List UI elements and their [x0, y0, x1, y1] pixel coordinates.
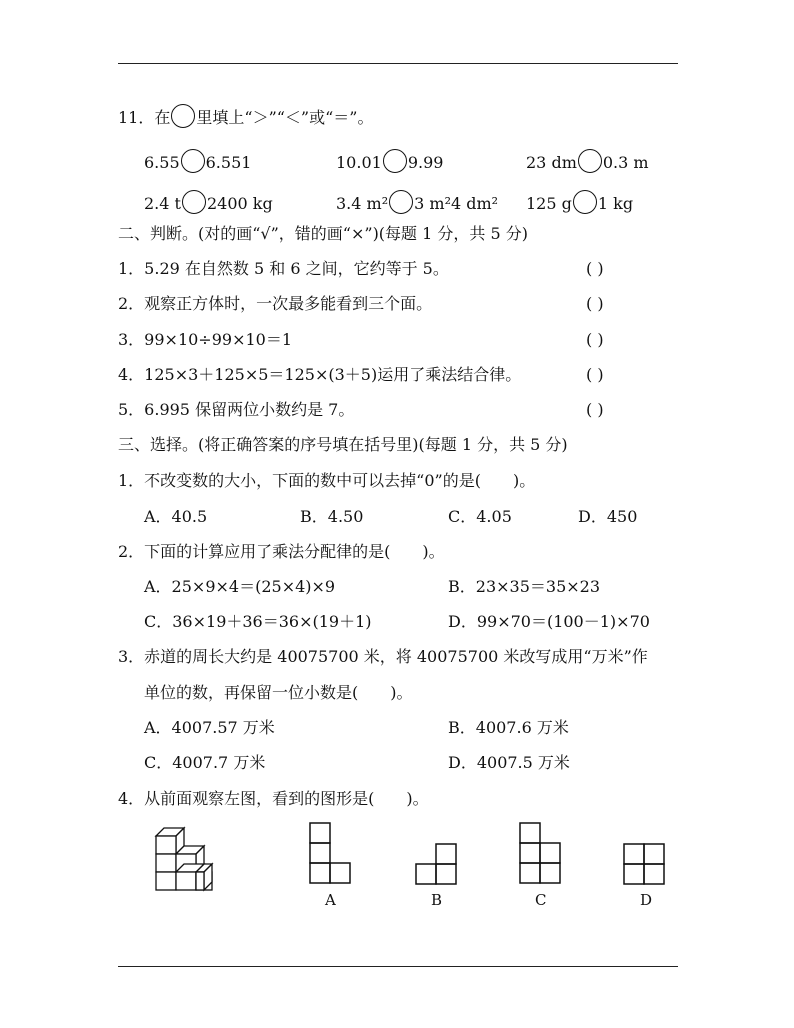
shape-label-d: D — [640, 891, 653, 909]
shape-label-a: A — [325, 891, 336, 909]
option-a[interactable]: A．25×9×4＝(25×4)×9 — [144, 577, 336, 596]
option-b-shape[interactable] — [414, 842, 460, 886]
option-c[interactable]: C．4.05 — [448, 507, 512, 526]
answer-paren[interactable]: ( ) — [586, 294, 604, 313]
answer-paren[interactable]: ( ) — [586, 330, 604, 349]
answer-paren[interactable]: ( ) — [586, 365, 604, 384]
blank-circle[interactable] — [181, 149, 205, 173]
option-a-shape[interactable] — [308, 821, 354, 885]
option-c[interactable]: C．36×19＋36＝36×(19＋1) — [144, 612, 372, 631]
blank-circle[interactable] — [389, 190, 413, 214]
blank-circle[interactable] — [383, 149, 407, 173]
top-rule — [118, 63, 678, 64]
compare-item[interactable]: 125 g 1 kg — [526, 190, 633, 214]
shape-label-c: C — [535, 891, 547, 909]
judge-item-2: 2．观察正方体时，一次最多能看到三个面。 — [118, 294, 433, 313]
compare-item[interactable]: 23 dm 0.3 m — [526, 149, 649, 173]
option-d[interactable]: D．450 — [578, 507, 638, 526]
cube-stack-figure — [150, 824, 220, 904]
compare-item[interactable]: 2.4 t 2400 kg — [144, 190, 273, 214]
shape-label-b: B — [431, 891, 443, 909]
section3-heading: 三、选择。(将正确答案的序号填在括号里)(每题 1 分，共 5 分) — [118, 435, 568, 454]
blank-circle[interactable] — [182, 190, 206, 214]
answer-paren[interactable]: ( ) — [586, 400, 604, 419]
choice-q3-stem-line2: 单位的数，再保留一位小数是( )。 — [144, 683, 413, 702]
judge-item-3: 3．99×10÷99×10＝1 — [118, 330, 293, 349]
option-b[interactable]: B．4.50 — [300, 507, 364, 526]
judge-item-4: 4．125×3＋125×5＝125×(3＋5)运用了乘法结合律。 — [118, 365, 522, 384]
blank-circle[interactable] — [573, 190, 597, 214]
choice-q1-stem: 1．不改变数的大小，下面的数中可以去掉“0”的是( )。 — [118, 471, 536, 490]
choice-q2-stem: 2．下面的计算应用了乘法分配律的是( )。 — [118, 542, 445, 561]
compare-item[interactable]: 10.01 9.99 — [336, 149, 443, 173]
option-b[interactable]: B．23×35＝35×23 — [448, 577, 601, 596]
choice-q4-stem: 4．从前面观察左图，看到的图形是( )。 — [118, 789, 429, 808]
judge-item-1: 1．5.29 在自然数 5 和 6 之间，它约等于 5。 — [118, 259, 449, 278]
blank-circle[interactable] — [578, 149, 602, 173]
option-d[interactable]: D．4007.5 万米 — [448, 753, 570, 772]
option-a[interactable]: A．40.5 — [144, 507, 208, 526]
option-d[interactable]: D．99×70＝(100－1)×70 — [448, 612, 650, 631]
compare-item[interactable]: 3.4 m² 3 m²4 dm² — [336, 190, 498, 214]
blank-circle — [171, 104, 195, 128]
option-b[interactable]: B．4007.6 万米 — [448, 718, 569, 737]
option-d-shape[interactable] — [622, 842, 668, 886]
q11-prompt: 11．在 里填上“＞”“＜”或“＝”。 — [118, 104, 373, 128]
bottom-rule — [118, 966, 678, 967]
choice-q3-stem-line1: 3．赤道的周长大约是 40075700 米，将 40075700 米改写成用“万米”作 — [118, 647, 648, 666]
option-a[interactable]: A．4007.57 万米 — [144, 718, 275, 737]
compare-item[interactable]: 6.55 6.551 — [144, 149, 251, 173]
answer-paren[interactable]: ( ) — [586, 259, 604, 278]
option-c-shape[interactable] — [518, 821, 564, 885]
section2-heading: 二、判断。(对的画“√”，错的画“×”)(每题 1 分，共 5 分) — [118, 224, 528, 243]
judge-item-5: 5．6.995 保留两位小数约是 7。 — [118, 400, 355, 419]
option-c[interactable]: C．4007.7 万米 — [144, 753, 266, 772]
